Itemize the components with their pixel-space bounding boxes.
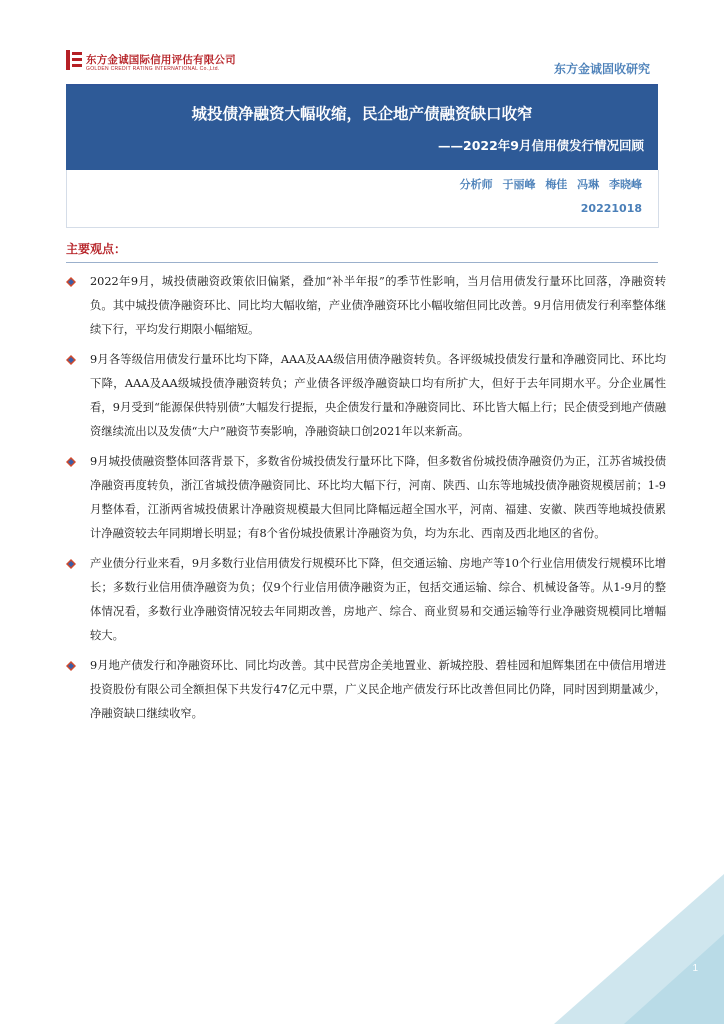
key-point [66,270,666,342]
bullet-icon [66,355,76,365]
key-point-text: 9月各等级信用债发行量环比均下降，AAA及AA级信用债净融资转负。各评级城投债发行量和净融资同比、环比均下降，AAA及AA级城投债净融资转负；产业债各评级净融资缺口均有所扩大，但好于去年同期水平。分企业属性看，9月受到“能源保供特别债”大幅发行提振，央企债发行量和净融资同比、环比皆大幅上行；民企债受到地产债融资继续流出以及发债“大户”融资节奏影响，净融资缺口创2021年以来新高。 [90,353,666,438]
key-point-text: 9月城投债融资整体回落背景下，多数省份城投债发行量环比下降，但多数省份城投债净融资仍为正，江苏省城投债净融资再度转负，浙江省城投债净融资同比、环比均大幅下行，河南、陕西、山东等地城投债净融资规模居前；1-9月整体看，江浙两省城投债累计净融资规模最大但同比降幅远超全国水平，河南、福建、安徽、陕西等地城投债累计净融资较去年同期增长明显；有8个省份城投债累计净融资为负，均为东北、西南及西北地区的省份。 [90,455,666,540]
analyst-name: 梅佳 [545,178,568,191]
company-logo-icon [66,50,82,70]
analyst-name: 李晓峰 [609,178,642,191]
key-point-text: 9月地产债发行和净融资环比、同比均改善。其中民营房企美地置业、新城控股、碧桂园和旭辉集团在中债信用增进投资股份有限公司全额担保下共发行47亿元中票，广义民企地产债发行环比改善但同比仍降，同时因到期量减少，净融资缺口继续收窄。 [90,659,666,720]
key-point [66,654,666,726]
analyst-line [454,176,642,192]
report-subtitle: ——2022年9月信用债发行情况回顾 [438,138,644,153]
company-name-cn: 东方金诚国际信用评估有限公司 [86,54,236,66]
report-meta [66,170,659,228]
section-divider [66,262,658,263]
section-heading: 主要观点： [66,242,127,256]
title-banner [66,86,658,170]
brand-label: 东方金诚固收研究 [553,62,650,76]
bullet-icon [66,661,76,671]
key-point-text: 2022年9月，城投债融资政策依旧偏紧，叠加“补半年报”的季节性影响，当月信用债发行量环比回落，净融资转负。其中城投债净融资环比、同比均大幅收缩，产业债净融资环比小幅收缩但同比改善。9月信用债发行利率整体继续下行，平均发行期限小幅缩短。 [90,275,666,336]
report-date: 20221018 [580,202,642,215]
key-point [66,348,666,444]
key-points-list [66,270,666,732]
page-number: 1 [692,963,698,974]
report-title: 城投债净融资大幅收缩，民企地产债融资缺口收窄 [191,105,533,123]
bullet-icon [66,559,76,569]
report-header [0,0,724,86]
analyst-name: 冯琳 [577,178,600,191]
company-name-en: GOLDEN CREDIT RATING INTERNATIONAL Co.,Ltd. [86,66,220,72]
key-point-text: 产业债分行业来看，9月多数行业信用债发行规模环比下降，但交通运输、房地产等10个行业信用债发行规模环比增长；多数行业信用债净融资为负；仅9个行业信用债净融资为正，包括交通运输、综合、机械设备等。从1-9月的整体情况看，多数行业净融资情况较去年同期改善，房地产、综合、商业贸易和交通运输等行业净融资规模同比增幅较大。 [90,557,666,642]
analyst-name: 于丽峰 [502,178,536,191]
bullet-icon [66,277,76,287]
key-point [66,450,666,546]
corner-decoration [554,874,724,1024]
key-point [66,552,666,648]
analyst-label: 分析师 [459,178,493,191]
bullet-icon [66,457,76,467]
